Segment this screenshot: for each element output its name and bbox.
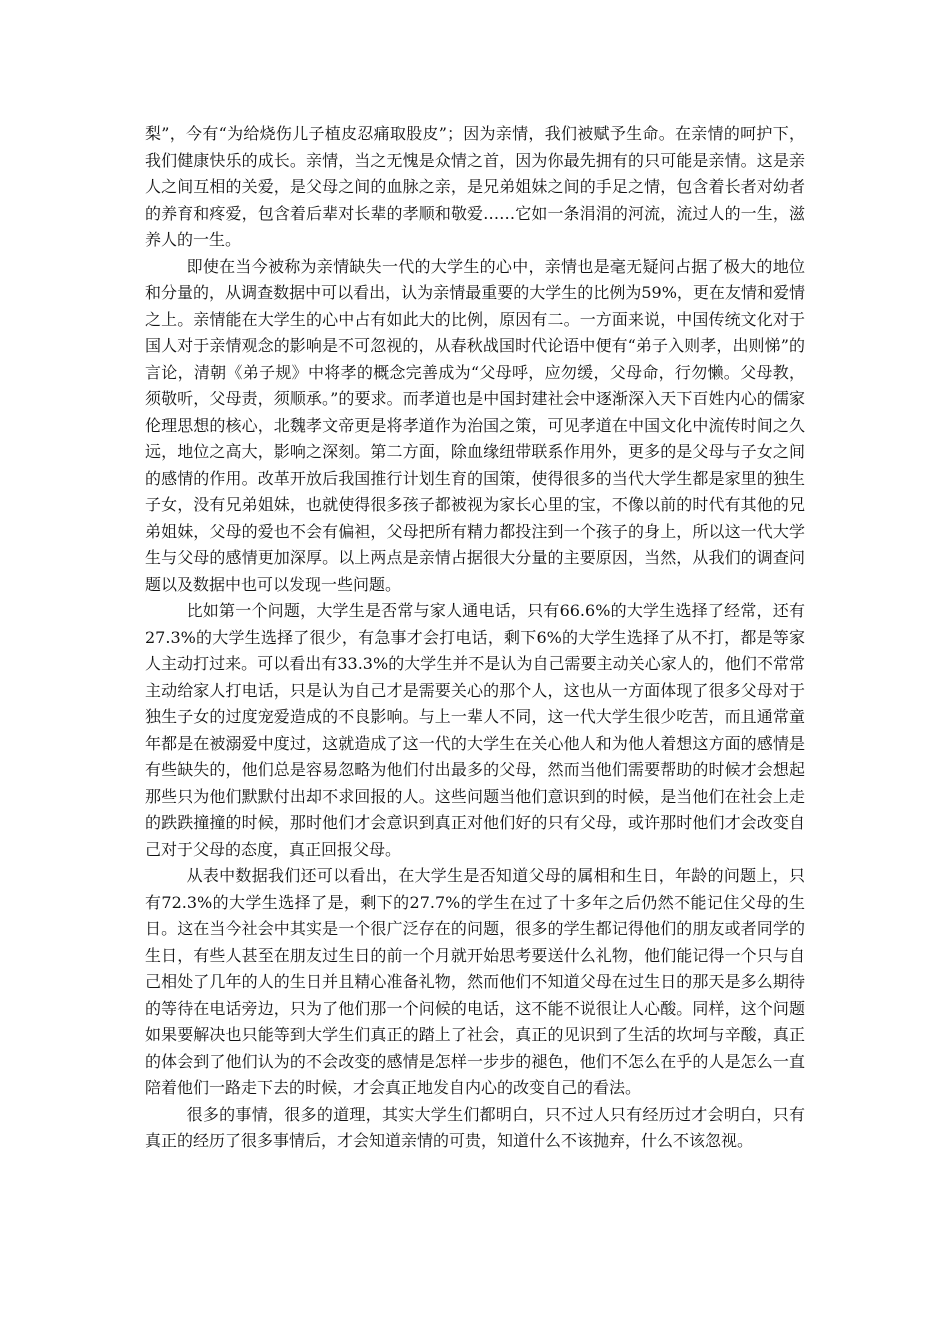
paragraph-birthday: 从表中数据我们还可以看出，在大学生是否知道父母的属相和生日，年龄的问题上，只有72.3%的大学生选择了是，剩下的27.7%的学生在过了十多年之后仍然不能记住父母的生日。这在当今社会中其实是一个很广泛存在的问题，很多的学生都记得他们的朋友或者同学的生日，有些人甚至在朋友过生日的前一个月就开始思考要送什么礼物，他们能记得一个只与自己相处了几年的人的生日并且精心准备礼物，然而他们不知道父母在过生日的那天是多么期待的等待在电话旁边，只为了他们那一个问候的电话，这不能不说很让人心酸。同样，这个问题如果要解决也只能等到大学生们真正的踏上了社会，真正的见识到了生活的坎坷与辛酸，真正的体会到了他们认为的不会改变的感情是怎样一步步的褪色，他们不怎么在乎的人是怎么一直陪着他们一路走下去的时候，才会真正地发自内心的改变自己的看法。 <box>145 866 805 1097</box>
paragraph-phone-call: 比如第一个问题，大学生是否常与家人通电话，只有66.6%的大学生选择了经常，还有27.3%的大学生选择了很少，有急事才会打电话，剩下6%的大学生选择了从不打，都是等家人主动打过来。可以看出有33.3%的大学生并不是认为自己需要主动关心家人的，他们不常常主动给家人打电话，只是认为自己才是需要关心的那个人，这也从一方面体现了很多父母对于独生子女的过度宠爱造成的不良影响。与上一辈人不同，这一代大学生很少吃苦，而且通常童年都是在被溺爱中度过，这就造成了这一代的大学生在关心他人和为他人着想这方面的感情是有些缺失的，他们总是容易忽略为他们付出最多的父母，然而当他们需要帮助的时候才会想起那些只为他们默默付出却不求回报的人。这些问题当他们意识到的时候，是当他们在社会上走的跌跌撞撞的时候，那时他们才会意识到真正对他们好的只有父母，或许那时他们才会改变自己对于父母的态度，真正回报父母。 <box>145 601 805 859</box>
paragraph-conclusion: 很多的事情，很多的道理，其实大学生们都明白，只不过人只有经历过才会明白，只有真正的经历了很多事情后，才会知道亲情的可贵，知道什么不该抛弃，什么不该忽视。 <box>145 1104 805 1150</box>
paragraph-survey-importance: 即使在当今被称为亲情缺失一代的大学生的心中，亲情也是毫无疑问占据了极大的地位和分量的，从调查数据中可以看出，认为亲情最重要的大学生的比例为59%，更在友情和爱情之上。亲情能在大学生的心中占有如此大的比例，原因有二。一方面来说，中国传统文化对于国人对于亲情观念的影响是不可忽视的，从春秋战国时代论语中便有“弟子入则孝，出则悌”的言论，清朝《弟子规》中将孝的概念完善成为“父母呼，应勿缓，父母命，行勿懒。父母教，须敬听，父母责，须顺承。”的要求。而孝道也是中国封建社会中逐渐深入天下百姓内心的儒家伦理思想的核心，北魏孝文帝更是将孝道作为治国之策，可见孝道在中国文化中流传时间之久远，地位之高大，影响之深刻。第二方面，除血缘纽带联系作用外，更多的是父母与子女之间的感情的作用。改革开放后我国推行计划生育的国策，使得很多的当代大学生都是家里的独生子女，没有兄弟姐妹，也就使得很多孩子都被视为家长心里的宝，不像以前的时代有其他的兄弟姐妹，父母的爱也不会有偏袒，父母把所有精力都投注到一个孩子的身上，所以这一代大学生与父母的感情更加深厚。以上两点是亲情占据很大分量的主要原因，当然，从我们的调查问题以及数据中也可以发现一些问题。 <box>145 256 805 594</box>
paragraph-continuation: 梨”，今有“为给烧伤儿子植皮忍痛取股皮”；因为亲情，我们被赋予生命。在亲情的呵护下，我们健康快乐的成长。亲情，当之无愧是众情之首，因为你最先拥有的只可能是亲情。这是亲人之间互相的关爱，是父母之间的血脉之亲，是兄弟姐妹之间的手足之情，包含着长者对幼者的养育和疼爱，包含着后辈对长辈的孝顺和敬爱……它如一条涓涓的河流，流过人的一生，滋养人的一生。 <box>145 124 805 249</box>
document-body <box>145 121 805 1155</box>
